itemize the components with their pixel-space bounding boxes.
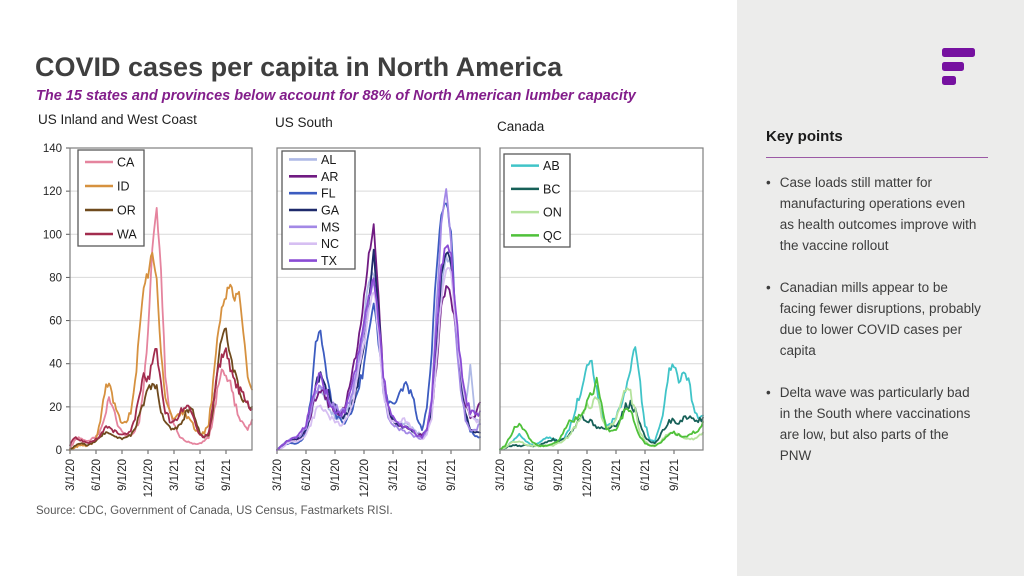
- bullet-icon: •: [766, 175, 771, 190]
- legend-label-AR: AR: [321, 169, 339, 184]
- y-tick-label: 140: [42, 143, 62, 155]
- chart-title-us-south: US South: [275, 115, 333, 130]
- page-subtitle: The 15 states and provinces below account for 88% of North American lumber capacity: [36, 88, 636, 104]
- key-point-text: Delta wave was particularly bad in the South where vaccinations are low, but also parts of the PNW: [779, 385, 971, 463]
- key-points-list: [766, 172, 990, 466]
- x-tick-label: 6/1/20: [91, 459, 103, 491]
- x-tick-label: 9/1/21: [446, 459, 458, 491]
- x-tick-label: 3/1/20: [65, 459, 77, 491]
- x-tick-label: 6/1/21: [640, 459, 652, 491]
- legend-label-CA: CA: [117, 155, 135, 170]
- bullet-icon: •: [766, 385, 771, 400]
- y-tick-label: 0: [55, 445, 62, 457]
- x-tick-label: 3/1/21: [388, 459, 400, 491]
- x-tick-label: 9/1/20: [330, 459, 342, 491]
- key-point-item: [766, 382, 982, 466]
- legend-label-OR: OR: [117, 203, 136, 218]
- legend-label-TX: TX: [321, 254, 337, 269]
- x-tick-label: 6/1/21: [417, 459, 429, 491]
- key-points-content: [766, 128, 990, 487]
- chart-canvas-canada: [494, 138, 712, 530]
- chart-us-inland-and-west-coast: [36, 138, 262, 535]
- legend-label-AL: AL: [321, 152, 337, 167]
- legend-label-FL: FL: [321, 186, 336, 201]
- key-point-item: [766, 277, 982, 361]
- legend-label-BC: BC: [543, 182, 561, 197]
- legend-label-QC: QC: [543, 228, 562, 243]
- x-tick-label: 6/1/20: [301, 459, 313, 491]
- page-title: COVID cases per capita in North America: [35, 52, 563, 82]
- x-tick-label: 6/1/20: [524, 459, 536, 491]
- x-tick-label: 6/1/21: [195, 459, 207, 491]
- chart-canada: [494, 138, 712, 535]
- x-tick-label: 12/1/20: [582, 459, 594, 498]
- x-tick-label: 3/1/20: [272, 459, 284, 491]
- key-points-panel: [737, 0, 1024, 576]
- logo-bar-bottom: [942, 76, 956, 85]
- fastmarkets-logo-icon: [942, 48, 982, 88]
- y-tick-label: 60: [49, 315, 62, 328]
- x-tick-label: 9/1/20: [553, 459, 565, 491]
- y-tick-label: 120: [42, 186, 62, 199]
- legend-label-NC: NC: [321, 237, 340, 252]
- source-note: Source: CDC, Government of Canada, US Census, Fastmarkets RISI.: [36, 505, 393, 517]
- x-tick-label: 12/1/20: [143, 459, 155, 498]
- series-line-AB: [500, 347, 703, 449]
- key-points-heading: Key points: [766, 128, 843, 145]
- x-tick-label: 9/1/20: [117, 459, 129, 491]
- legend-label-MS: MS: [321, 220, 340, 235]
- bullet-icon: •: [766, 280, 771, 295]
- chart-canvas-us-south: [271, 138, 489, 530]
- x-tick-label: 9/1/21: [669, 459, 681, 491]
- logo-bar-top: [942, 48, 975, 57]
- legend-label-GA: GA: [321, 203, 340, 218]
- y-tick-label: 40: [49, 358, 62, 371]
- heading-underline: [766, 157, 988, 158]
- logo-bar-middle: [942, 62, 964, 71]
- legend-label-WA: WA: [117, 227, 137, 242]
- y-tick-label: 80: [49, 272, 62, 285]
- y-tick-label: 100: [42, 229, 62, 242]
- chart-us-south: [271, 138, 489, 535]
- x-tick-label: 9/1/21: [221, 459, 233, 491]
- chart-canvas-us-inland-and-west-coast: [36, 138, 262, 530]
- chart-title-canada: Canada: [497, 119, 545, 134]
- x-tick-label: 3/1/21: [611, 459, 623, 491]
- key-point-text: Canadian mills appear to be facing fewer disruptions, probably due to lower COVID cases per capita: [779, 280, 981, 358]
- key-point-text: Case loads still matter for manufacturing operations even as health outcomes improve with the vaccine rollout: [779, 175, 977, 253]
- legend-label-ON: ON: [543, 205, 562, 220]
- legend-label-ID: ID: [117, 179, 130, 194]
- y-tick-label: 20: [49, 401, 62, 414]
- legend-label-AB: AB: [543, 159, 560, 174]
- x-tick-label: 3/1/21: [169, 459, 181, 491]
- chart-title-us-inland-and-west-coast: US Inland and West Coast: [38, 112, 197, 127]
- x-tick-label: 12/1/20: [359, 459, 371, 498]
- x-tick-label: 3/1/20: [495, 459, 507, 491]
- key-point-item: [766, 172, 982, 256]
